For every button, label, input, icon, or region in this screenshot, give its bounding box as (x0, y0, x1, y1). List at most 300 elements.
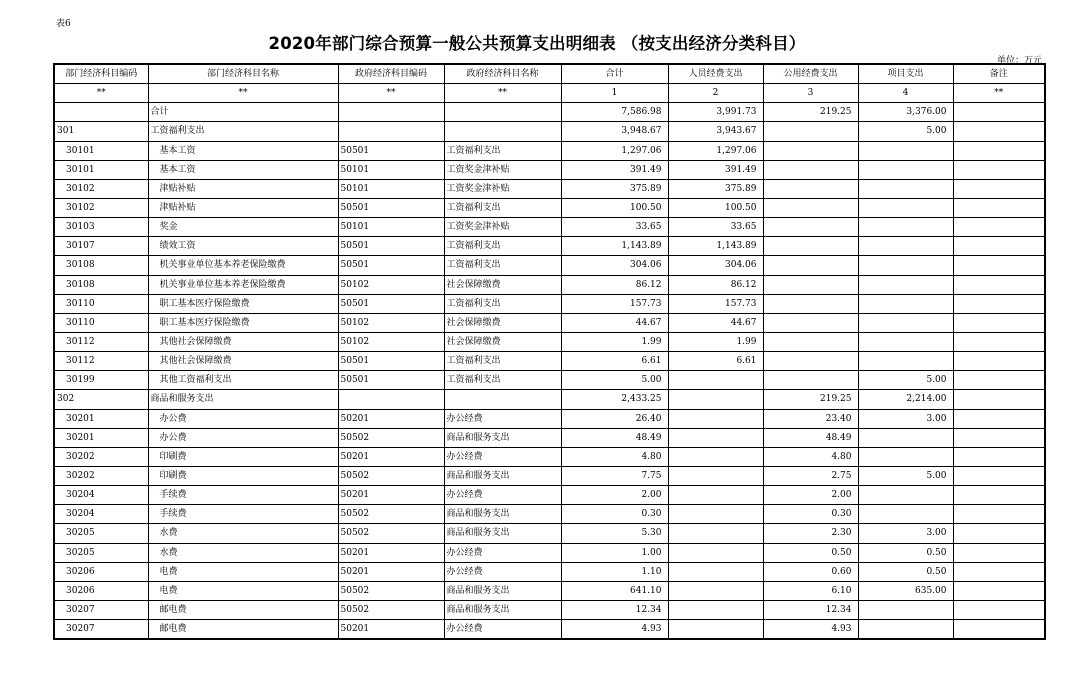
gov-name-cell: 办公经费 (444, 486, 561, 505)
note-cell (953, 466, 1045, 485)
project-cell (858, 294, 953, 313)
personnel-cell (668, 447, 763, 466)
personnel-cell (668, 600, 763, 619)
dept-name-cell: 电费 (148, 562, 338, 581)
project-cell (858, 141, 953, 160)
total-cell: 641.10 (561, 581, 668, 600)
dept-name-cell: 基本工资 (148, 141, 338, 160)
column-header: 部门经济科目编码 (54, 64, 148, 84)
total-cell: 157.73 (561, 294, 668, 313)
dept-code-cell: 30202 (54, 447, 148, 466)
total-cell: 6.61 (561, 352, 668, 371)
note-cell (953, 543, 1045, 562)
dept-code-cell: 30207 (54, 620, 148, 640)
table-row (54, 409, 1045, 428)
public-cell (763, 294, 858, 313)
public-cell: 219.25 (763, 390, 858, 409)
public-cell (763, 332, 858, 351)
gov-code-cell: 50501 (338, 141, 444, 160)
total-cell: 1,297.06 (561, 141, 668, 160)
gov-code-cell: 50201 (338, 543, 444, 562)
personnel-cell: 44.67 (668, 313, 763, 332)
public-cell: 2.30 (763, 524, 858, 543)
table-row (54, 275, 1045, 294)
gov-code-cell: 50201 (338, 620, 444, 640)
personnel-cell: 157.73 (668, 294, 763, 313)
note-cell (953, 218, 1045, 237)
dept-code-cell: 30201 (54, 409, 148, 428)
project-cell (858, 179, 953, 198)
personnel-cell: 304.06 (668, 256, 763, 275)
gov-name-cell: 商品和服务支出 (444, 428, 561, 447)
personnel-cell (668, 466, 763, 485)
project-cell (858, 313, 953, 332)
column-header: 政府经济科目编码 (338, 64, 444, 84)
note-cell (953, 447, 1045, 466)
project-cell (858, 505, 953, 524)
personnel-cell (668, 486, 763, 505)
public-cell (763, 352, 858, 371)
gov-code-cell: 50101 (338, 179, 444, 198)
gov-code-cell: 50201 (338, 486, 444, 505)
dept-code-cell: 30206 (54, 562, 148, 581)
gov-code-cell: 50501 (338, 198, 444, 217)
project-cell (858, 256, 953, 275)
public-cell: 2.00 (763, 486, 858, 505)
total-cell: 3,948.67 (561, 122, 668, 141)
table-row (54, 390, 1045, 409)
project-cell (858, 275, 953, 294)
dept-code-cell: 30107 (54, 237, 148, 256)
gov-code-cell: 50201 (338, 447, 444, 466)
dept-name-cell: 职工基本医疗保险缴费 (148, 294, 338, 313)
project-cell: 0.50 (858, 543, 953, 562)
project-cell (858, 486, 953, 505)
gov-name-cell: 商品和服务支出 (444, 524, 561, 543)
total-cell: 391.49 (561, 160, 668, 179)
dept-name-cell: 合计 (148, 103, 338, 122)
table-row (54, 486, 1045, 505)
total-cell: 48.49 (561, 428, 668, 447)
column-header: 人员经费支出 (668, 64, 763, 84)
public-cell (763, 218, 858, 237)
table-row (54, 122, 1045, 141)
column-index: 2 (668, 84, 763, 103)
project-cell (858, 332, 953, 351)
public-cell: 6.10 (763, 581, 858, 600)
gov-name-cell: 商品和服务支出 (444, 466, 561, 485)
dept-name-cell: 其他工资福利支出 (148, 371, 338, 390)
column-header: 公用经费支出 (763, 64, 858, 84)
gov-name-cell: 工资奖金津补贴 (444, 160, 561, 179)
personnel-cell (668, 505, 763, 524)
dept-code-cell: 30207 (54, 600, 148, 619)
total-cell: 4.93 (561, 620, 668, 640)
project-cell (858, 218, 953, 237)
gov-code-cell: 50502 (338, 600, 444, 619)
project-cell: 3.00 (858, 409, 953, 428)
dept-code-cell: 30102 (54, 198, 148, 217)
personnel-cell (668, 371, 763, 390)
public-cell: 219.25 (763, 103, 858, 122)
note-cell (953, 294, 1045, 313)
total-cell: 375.89 (561, 179, 668, 198)
gov-code-cell: 50201 (338, 562, 444, 581)
column-header: 备注 (953, 64, 1045, 84)
table-row (54, 620, 1045, 640)
public-cell: 23.40 (763, 409, 858, 428)
note-cell (953, 562, 1045, 581)
public-cell (763, 179, 858, 198)
personnel-cell (668, 524, 763, 543)
total-cell: 4.80 (561, 447, 668, 466)
column-index: 3 (763, 84, 858, 103)
gov-code-cell: 50101 (338, 160, 444, 179)
personnel-cell: 100.50 (668, 198, 763, 217)
personnel-cell (668, 581, 763, 600)
personnel-cell: 1,143.89 (668, 237, 763, 256)
dept-code-cell: 30205 (54, 543, 148, 562)
gov-code-cell: 50102 (338, 313, 444, 332)
public-cell (763, 256, 858, 275)
dept-name-cell: 其他社会保障缴费 (148, 332, 338, 351)
dept-code-cell: 30204 (54, 486, 148, 505)
dept-name-cell: 手续费 (148, 486, 338, 505)
dept-name-cell: 其他社会保障缴费 (148, 352, 338, 371)
project-cell: 5.00 (858, 371, 953, 390)
dept-code-cell: 301 (54, 122, 148, 141)
dept-code-cell: 30112 (54, 352, 148, 371)
gov-code-cell: 50502 (338, 581, 444, 600)
dept-code-cell: 30199 (54, 371, 148, 390)
project-cell: 635.00 (858, 581, 953, 600)
dept-name-cell: 绩效工资 (148, 237, 338, 256)
personnel-cell (668, 428, 763, 447)
dept-name-cell: 工资福利支出 (148, 122, 338, 141)
table-row (54, 447, 1045, 466)
column-index: 1 (561, 84, 668, 103)
total-cell: 7.75 (561, 466, 668, 485)
public-cell: 0.50 (763, 543, 858, 562)
gov-name-cell: 办公经费 (444, 447, 561, 466)
total-cell: 1.99 (561, 332, 668, 351)
dept-code-cell: 30204 (54, 505, 148, 524)
dept-code-cell: 30110 (54, 313, 148, 332)
column-header: 项目支出 (858, 64, 953, 84)
table-row (54, 179, 1045, 198)
dept-code-cell: 30205 (54, 524, 148, 543)
column-index: ** (338, 84, 444, 103)
table-number: 表6 (56, 19, 71, 29)
dept-name-cell: 职工基本医疗保险缴费 (148, 313, 338, 332)
column-index: ** (148, 84, 338, 103)
page-title: 2020年部门综合预算一般公共预算支出明细表 （按支出经济分类科目） (268, 34, 806, 53)
gov-code-cell: 50502 (338, 505, 444, 524)
column-header: 部门经济科目名称 (148, 64, 338, 84)
personnel-cell: 6.61 (668, 352, 763, 371)
total-cell: 304.06 (561, 256, 668, 275)
note-cell (953, 313, 1045, 332)
unit-label: 单位：万元 (996, 56, 1042, 66)
dept-code-cell: 30102 (54, 179, 148, 198)
public-cell: 0.60 (763, 562, 858, 581)
dept-name-cell: 机关事业单位基本养老保险缴费 (148, 275, 338, 294)
project-cell (858, 198, 953, 217)
gov-name-cell: 工资奖金津补贴 (444, 179, 561, 198)
gov-code-cell: 50501 (338, 237, 444, 256)
gov-code-cell: 50101 (338, 218, 444, 237)
gov-name-cell: 商品和服务支出 (444, 581, 561, 600)
column-index: ** (953, 84, 1045, 103)
gov-name-cell: 工资福利支出 (444, 198, 561, 217)
table-row (54, 141, 1045, 160)
public-cell: 0.30 (763, 505, 858, 524)
gov-code-cell: 50502 (338, 428, 444, 447)
table-row (54, 562, 1045, 581)
table-row (54, 505, 1045, 524)
dept-code-cell (54, 103, 148, 122)
dept-name-cell: 办公费 (148, 409, 338, 428)
gov-name-cell: 办公经费 (444, 543, 561, 562)
project-cell (858, 600, 953, 619)
note-cell (953, 390, 1045, 409)
dept-name-cell: 办公费 (148, 428, 338, 447)
dept-name-cell: 水费 (148, 543, 338, 562)
gov-code-cell: 50501 (338, 294, 444, 313)
personnel-cell (668, 409, 763, 428)
gov-name-cell: 办公经费 (444, 562, 561, 581)
note-cell (953, 600, 1045, 619)
dept-code-cell: 30206 (54, 581, 148, 600)
table-row (54, 332, 1045, 351)
gov-name-cell (444, 390, 561, 409)
public-cell: 48.49 (763, 428, 858, 447)
total-cell: 0.30 (561, 505, 668, 524)
personnel-cell: 391.49 (668, 160, 763, 179)
note-cell (953, 122, 1045, 141)
project-cell (858, 428, 953, 447)
note-cell (953, 486, 1045, 505)
table-row (54, 237, 1045, 256)
gov-name-cell: 工资福利支出 (444, 294, 561, 313)
total-cell: 1.10 (561, 562, 668, 581)
total-cell: 5.00 (561, 371, 668, 390)
gov-code-cell: 50201 (338, 409, 444, 428)
expenditure-table (53, 63, 1046, 640)
total-cell: 86.12 (561, 275, 668, 294)
note-cell (953, 371, 1045, 390)
personnel-cell (668, 390, 763, 409)
project-cell: 2,214.00 (858, 390, 953, 409)
project-cell: 3.00 (858, 524, 953, 543)
dept-code-cell: 30108 (54, 275, 148, 294)
dept-name-cell: 津贴补贴 (148, 179, 338, 198)
gov-name-cell (444, 122, 561, 141)
note-cell (953, 409, 1045, 428)
project-cell (858, 237, 953, 256)
public-cell (763, 198, 858, 217)
personnel-cell: 1,297.06 (668, 141, 763, 160)
gov-code-cell: 50502 (338, 524, 444, 543)
gov-code-cell (338, 103, 444, 122)
gov-name-cell: 工资福利支出 (444, 371, 561, 390)
total-cell: 5.30 (561, 524, 668, 543)
public-cell (763, 371, 858, 390)
column-index: ** (444, 84, 561, 103)
total-cell: 7,586.98 (561, 103, 668, 122)
dept-name-cell: 电费 (148, 581, 338, 600)
gov-name-cell: 社会保障缴费 (444, 275, 561, 294)
note-cell (953, 428, 1045, 447)
gov-name-cell: 商品和服务支出 (444, 600, 561, 619)
table-row (54, 600, 1045, 619)
public-cell (763, 160, 858, 179)
note-cell (953, 103, 1045, 122)
gov-code-cell: 50501 (338, 352, 444, 371)
public-cell (763, 275, 858, 294)
dept-code-cell: 30110 (54, 294, 148, 313)
column-index-row (54, 84, 1045, 103)
public-cell: 4.93 (763, 620, 858, 640)
project-cell (858, 352, 953, 371)
note-cell (953, 524, 1045, 543)
gov-code-cell: 50501 (338, 371, 444, 390)
dept-code-cell: 30101 (54, 160, 148, 179)
table-row (54, 466, 1045, 485)
project-cell: 3,376.00 (858, 103, 953, 122)
note-cell (953, 505, 1045, 524)
total-cell: 12.34 (561, 600, 668, 619)
table-row (54, 428, 1045, 447)
dept-name-cell: 印刷费 (148, 466, 338, 485)
personnel-cell (668, 562, 763, 581)
note-cell (953, 256, 1045, 275)
personnel-cell: 33.65 (668, 218, 763, 237)
dept-name-cell: 印刷费 (148, 447, 338, 466)
project-cell (858, 160, 953, 179)
dept-code-cell: 30112 (54, 332, 148, 351)
dept-code-cell: 30101 (54, 141, 148, 160)
dept-code-cell: 30202 (54, 466, 148, 485)
public-cell: 12.34 (763, 600, 858, 619)
gov-name-cell: 工资福利支出 (444, 352, 561, 371)
public-cell (763, 122, 858, 141)
table-row (54, 160, 1045, 179)
column-header: 合计 (561, 64, 668, 84)
note-cell (953, 620, 1045, 640)
table-row (54, 352, 1045, 371)
header-row (54, 64, 1045, 84)
table-body (54, 64, 1045, 639)
table-row (54, 524, 1045, 543)
public-cell (763, 313, 858, 332)
table-row (54, 256, 1045, 275)
gov-code-cell: 50501 (338, 256, 444, 275)
dept-name-cell: 机关事业单位基本养老保险缴费 (148, 256, 338, 275)
column-index: 4 (858, 84, 953, 103)
total-cell: 100.50 (561, 198, 668, 217)
gov-code-cell (338, 390, 444, 409)
personnel-cell (668, 543, 763, 562)
gov-code-cell (338, 122, 444, 141)
gov-name-cell: 办公经费 (444, 409, 561, 428)
note-cell (953, 352, 1045, 371)
dept-code-cell: 30108 (54, 256, 148, 275)
dept-code-cell: 30201 (54, 428, 148, 447)
note-cell (953, 275, 1045, 294)
table-row (54, 198, 1045, 217)
public-cell: 4.80 (763, 447, 858, 466)
project-cell: 5.00 (858, 122, 953, 141)
table-row (54, 218, 1045, 237)
personnel-cell (668, 620, 763, 640)
dept-name-cell: 邮电费 (148, 620, 338, 640)
gov-code-cell: 50102 (338, 275, 444, 294)
dept-name-cell: 手续费 (148, 505, 338, 524)
gov-name-cell (444, 103, 561, 122)
personnel-cell: 86.12 (668, 275, 763, 294)
table-row (54, 543, 1045, 562)
gov-name-cell: 工资福利支出 (444, 237, 561, 256)
public-cell: 2.75 (763, 466, 858, 485)
gov-name-cell: 商品和服务支出 (444, 505, 561, 524)
gov-code-cell: 50102 (338, 332, 444, 351)
total-cell: 2.00 (561, 486, 668, 505)
gov-name-cell: 社会保障缴费 (444, 332, 561, 351)
dept-name-cell: 水费 (148, 524, 338, 543)
dept-code-cell: 302 (54, 390, 148, 409)
gov-name-cell: 工资福利支出 (444, 141, 561, 160)
dept-name-cell: 商品和服务支出 (148, 390, 338, 409)
project-cell (858, 620, 953, 640)
note-cell (953, 332, 1045, 351)
note-cell (953, 160, 1045, 179)
project-cell: 5.00 (858, 466, 953, 485)
total-row (54, 103, 1045, 122)
note-cell (953, 581, 1045, 600)
project-cell (858, 447, 953, 466)
dept-name-cell: 基本工资 (148, 160, 338, 179)
total-cell: 33.65 (561, 218, 668, 237)
total-cell: 44.67 (561, 313, 668, 332)
dept-name-cell: 邮电费 (148, 600, 338, 619)
dept-name-cell: 奖金 (148, 218, 338, 237)
personnel-cell: 3,943.67 (668, 122, 763, 141)
project-cell: 0.50 (858, 562, 953, 581)
personnel-cell: 3,991.73 (668, 103, 763, 122)
note-cell (953, 198, 1045, 217)
personnel-cell: 1.99 (668, 332, 763, 351)
gov-name-cell: 工资福利支出 (444, 256, 561, 275)
total-cell: 2,433.25 (561, 390, 668, 409)
total-cell: 1.00 (561, 543, 668, 562)
total-cell: 26.40 (561, 409, 668, 428)
table-row (54, 313, 1045, 332)
column-header: 政府经济科目名称 (444, 64, 561, 84)
table-row (54, 371, 1045, 390)
gov-name-cell: 工资奖金津补贴 (444, 218, 561, 237)
table-row (54, 581, 1045, 600)
note-cell (953, 237, 1045, 256)
dept-name-cell: 津贴补贴 (148, 198, 338, 217)
gov-name-cell: 社会保障缴费 (444, 313, 561, 332)
public-cell (763, 141, 858, 160)
personnel-cell: 375.89 (668, 179, 763, 198)
table-row (54, 294, 1045, 313)
note-cell (953, 179, 1045, 198)
note-cell (953, 141, 1045, 160)
public-cell (763, 237, 858, 256)
